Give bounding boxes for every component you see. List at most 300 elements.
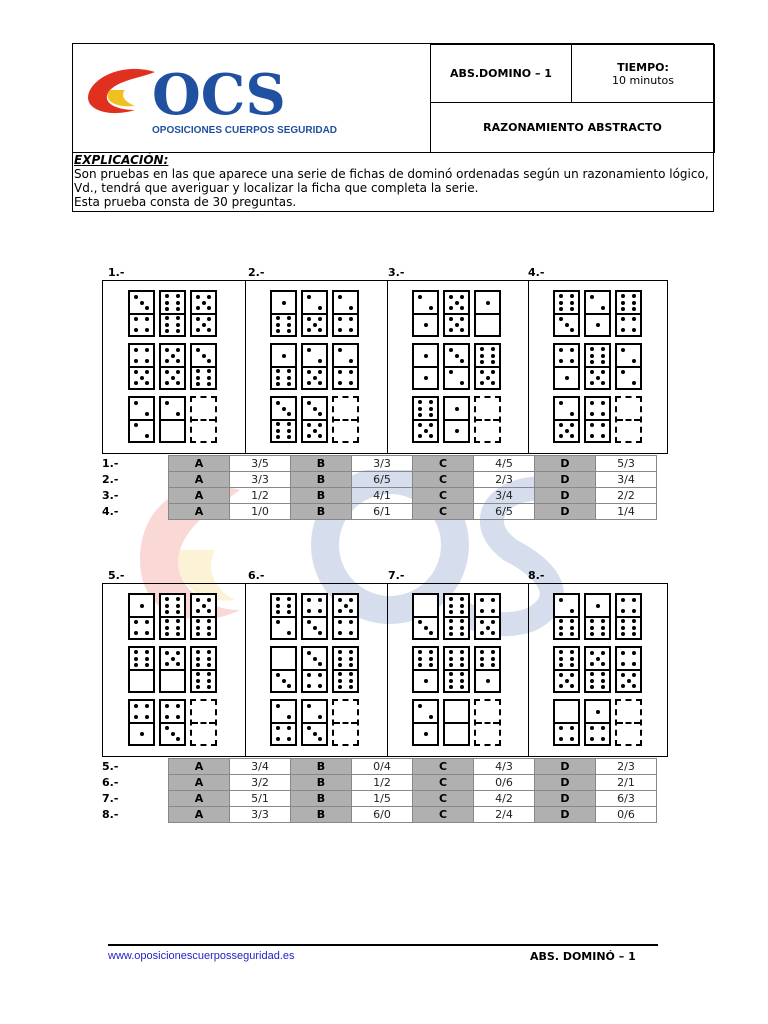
pip	[176, 329, 180, 333]
pip	[601, 347, 605, 351]
answer-question-label: 8.-	[102, 808, 119, 821]
answer-row	[102, 456, 657, 472]
domino-bottom-half	[445, 314, 468, 335]
missing-domino-answer-slot[interactable]	[190, 396, 217, 443]
pip	[134, 328, 138, 332]
pip	[601, 619, 605, 623]
pip	[318, 434, 322, 438]
pip	[632, 307, 636, 311]
pip	[632, 626, 636, 630]
pip	[207, 328, 211, 332]
domino-bottom-half	[445, 367, 468, 388]
option-value-c[interactable]: 0/6	[474, 775, 535, 791]
option-value-c[interactable]: 4/5	[474, 456, 535, 472]
pip	[196, 348, 200, 352]
pip	[590, 737, 594, 741]
pip	[207, 685, 211, 689]
domino-bottom-half	[272, 670, 295, 691]
domino-top-half	[476, 701, 499, 722]
pip	[134, 620, 138, 624]
pip	[455, 323, 459, 327]
pip	[349, 370, 353, 374]
domino-top-half	[617, 398, 640, 419]
pip	[429, 423, 433, 427]
domino-tile	[270, 290, 297, 337]
pip	[491, 657, 495, 661]
pip	[134, 663, 138, 667]
domino-top-half	[414, 595, 437, 616]
pip	[145, 650, 149, 654]
option-value-d[interactable]: 2/2	[596, 488, 657, 504]
pip	[424, 323, 428, 327]
pip	[318, 631, 322, 635]
option-value-a[interactable]: 3/3	[230, 472, 291, 488]
pip	[307, 295, 311, 299]
domino-top-half	[445, 292, 468, 313]
pip	[455, 354, 459, 358]
pip	[134, 295, 138, 299]
pip	[134, 359, 138, 363]
pip	[349, 317, 353, 321]
option-value-b[interactable]: 6/5	[352, 472, 413, 488]
pip	[601, 423, 605, 427]
domino-top-half	[272, 595, 295, 616]
missing-domino-answer-slot[interactable]	[332, 699, 359, 746]
domino-top-half	[445, 701, 468, 722]
pip	[590, 626, 594, 630]
pip	[559, 434, 563, 438]
footer-url-link[interactable]: www.oposicionescuerposseguridad.es	[108, 950, 295, 962]
pip	[176, 412, 180, 416]
pip	[596, 323, 600, 327]
domino-bottom-half	[334, 367, 357, 388]
pip	[349, 679, 353, 683]
pip	[276, 604, 280, 608]
pip	[318, 317, 322, 321]
pip	[145, 620, 149, 624]
pip	[424, 679, 428, 683]
pip	[207, 609, 211, 613]
pip	[449, 306, 453, 310]
pip	[276, 422, 280, 426]
missing-domino-answer-slot[interactable]	[615, 396, 642, 443]
pip	[307, 423, 311, 427]
pip	[165, 619, 169, 623]
option-letter-d: D	[535, 504, 596, 520]
pip	[480, 650, 484, 654]
pip	[307, 434, 311, 438]
pip	[282, 301, 286, 305]
option-letter-b: B	[291, 791, 352, 807]
pip	[449, 685, 453, 689]
pip	[134, 423, 138, 427]
answer-row	[102, 472, 657, 488]
pip	[176, 737, 180, 741]
pip	[559, 301, 563, 305]
pip	[590, 370, 594, 374]
domino-bottom-half	[161, 367, 184, 388]
pip	[449, 604, 453, 608]
domino-top-half	[303, 292, 326, 313]
explanation-line: Vd., tendrá que averiguar y localizar la ficha que completa la serie.	[74, 181, 479, 195]
time-box	[571, 44, 715, 103]
pip	[338, 295, 342, 299]
pip	[621, 662, 625, 666]
domino-top-half	[476, 292, 499, 313]
pip	[165, 597, 169, 601]
domino-bottom-half	[303, 617, 326, 638]
pip	[338, 650, 342, 654]
pip	[307, 348, 311, 352]
pip	[196, 619, 200, 623]
pip	[570, 328, 574, 332]
option-letter-d: D	[535, 807, 596, 823]
domino-top-half	[161, 292, 184, 313]
pip	[559, 632, 563, 636]
domino-bottom-half	[130, 314, 153, 335]
option-value-a[interactable]: 5/1	[230, 791, 291, 807]
domino-tile	[128, 343, 155, 390]
pip	[449, 619, 453, 623]
domino-top-half	[303, 398, 326, 419]
answer-question-label: 3.-	[102, 489, 119, 502]
pip	[570, 684, 574, 688]
domino-top-half	[555, 595, 578, 616]
footer-code: ABS. DOMINÓ – 1	[530, 950, 636, 963]
option-letter-c: C	[413, 791, 474, 807]
pip	[176, 704, 180, 708]
pip	[338, 679, 342, 683]
domino-bottom-half	[445, 723, 468, 744]
pip	[480, 381, 484, 385]
domino-top-half	[334, 345, 357, 366]
option-letter-a: A	[169, 791, 230, 807]
domino-tile	[270, 699, 297, 746]
pip	[590, 354, 594, 358]
option-value-d[interactable]: 2/1	[596, 775, 657, 791]
option-value-d[interactable]: 2/3	[596, 759, 657, 775]
answer-row	[102, 504, 657, 520]
pip	[632, 598, 636, 602]
domino-bottom-half	[586, 314, 609, 335]
pip	[621, 651, 625, 655]
pip	[491, 598, 495, 602]
option-value-a[interactable]: 3/4	[230, 759, 291, 775]
pip	[287, 323, 291, 327]
option-letter-a: A	[169, 775, 230, 791]
pip	[196, 685, 200, 689]
pip	[171, 376, 175, 380]
pip	[287, 412, 291, 416]
pip	[165, 651, 169, 655]
pip	[565, 429, 569, 433]
pip	[424, 626, 428, 630]
domino-bottom-half	[161, 670, 184, 691]
option-value-a[interactable]: 3/5	[230, 456, 291, 472]
pip	[480, 354, 484, 358]
option-value-b[interactable]: 1/2	[352, 775, 413, 791]
pip	[429, 434, 433, 438]
domino-tile	[553, 343, 580, 390]
pip	[349, 306, 353, 310]
pip	[134, 401, 138, 405]
pip	[176, 316, 180, 320]
option-value-a[interactable]: 3/2	[230, 775, 291, 791]
domino-tile	[474, 646, 501, 693]
domino-bottom-half	[617, 617, 640, 638]
pip	[165, 370, 169, 374]
pip	[449, 317, 453, 321]
domino-tile	[128, 699, 155, 746]
pip	[486, 626, 490, 630]
domino-bottom-half	[476, 670, 499, 691]
domino-top-half	[617, 292, 640, 313]
pip	[570, 726, 574, 730]
domino-top-half	[192, 701, 215, 722]
pip	[287, 715, 291, 719]
pip	[460, 672, 464, 676]
pip	[601, 412, 605, 416]
pip	[418, 663, 422, 667]
missing-domino-answer-slot[interactable]	[190, 699, 217, 746]
option-value-d[interactable]: 3/4	[596, 472, 657, 488]
question-number-label: 4.-	[528, 266, 545, 279]
pip	[318, 328, 322, 332]
domino-top-half	[130, 701, 153, 722]
pip	[621, 619, 625, 623]
pip	[449, 370, 453, 374]
pip	[596, 376, 600, 380]
pip	[424, 429, 428, 433]
domino-tile	[412, 396, 439, 443]
pip	[429, 663, 433, 667]
domino-tile	[332, 646, 359, 693]
pip	[559, 359, 563, 363]
option-value-b[interactable]: 3/3	[352, 456, 413, 472]
pip	[207, 376, 211, 380]
domino-bottom-half	[617, 670, 640, 691]
domino-top-half	[586, 292, 609, 313]
pip	[196, 626, 200, 630]
domino-top-half	[161, 398, 184, 419]
domino-top-half	[192, 595, 215, 616]
option-value-a[interactable]: 1/2	[230, 488, 291, 504]
option-letter-d: D	[535, 775, 596, 791]
domino-bottom-half	[130, 367, 153, 388]
option-letter-c: C	[413, 759, 474, 775]
pip	[287, 604, 291, 608]
domino-tile	[128, 396, 155, 443]
pip	[565, 679, 569, 683]
domino-bottom-half	[334, 420, 357, 441]
option-letter-d: D	[535, 791, 596, 807]
domino-top-half	[617, 595, 640, 616]
missing-domino-answer-slot[interactable]	[332, 396, 359, 443]
pip	[318, 662, 322, 666]
option-value-a[interactable]: 1/0	[230, 504, 291, 520]
domino-top-half	[586, 595, 609, 616]
domino-tile	[128, 593, 155, 640]
grid-separator	[245, 281, 246, 453]
pip	[176, 597, 180, 601]
pip	[601, 726, 605, 730]
explanation-line: Son pruebas en las que aparece una serie de fichas de dominó ordenadas según un razonamiento lógico,	[74, 167, 709, 181]
pip	[165, 359, 169, 363]
missing-domino-answer-slot[interactable]	[615, 699, 642, 746]
option-value-d[interactable]: 6/3	[596, 791, 657, 807]
pip	[196, 598, 200, 602]
option-letter-b: B	[291, 456, 352, 472]
domino-top-half	[414, 648, 437, 669]
option-value-c[interactable]: 4/3	[474, 759, 535, 775]
domino-tile	[412, 593, 439, 640]
pip	[207, 672, 211, 676]
pip	[570, 657, 574, 661]
pip	[559, 307, 563, 311]
domino-bottom-half	[555, 314, 578, 335]
option-value-b[interactable]: 4/1	[352, 488, 413, 504]
pip	[196, 317, 200, 321]
pip	[632, 294, 636, 298]
domino-top-half	[130, 648, 153, 669]
domino-bottom-half	[303, 367, 326, 388]
pip	[307, 328, 311, 332]
pip	[491, 620, 495, 624]
pip	[480, 663, 484, 667]
pip	[313, 732, 317, 736]
option-value-c[interactable]: 2/3	[474, 472, 535, 488]
pip	[176, 370, 180, 374]
domino-top-half	[617, 648, 640, 669]
domino-top-half	[130, 398, 153, 419]
option-value-d[interactable]: 0/6	[596, 807, 657, 823]
pip	[480, 620, 484, 624]
domino-bottom-half	[130, 670, 153, 691]
pip	[276, 329, 280, 333]
pip	[596, 657, 600, 661]
pip	[145, 328, 149, 332]
option-value-a[interactable]: 3/3	[230, 807, 291, 823]
option-value-b[interactable]: 6/1	[352, 504, 413, 520]
domino-tile	[584, 290, 611, 337]
pip	[313, 626, 317, 630]
grid-separator	[528, 281, 529, 453]
pip	[307, 317, 311, 321]
domino-top-half	[476, 648, 499, 669]
pip	[590, 401, 594, 405]
answer-question-label: 5.-	[102, 760, 119, 773]
pip	[276, 323, 280, 327]
pip	[590, 685, 594, 689]
option-value-c[interactable]: 3/4	[474, 488, 535, 504]
missing-domino-answer-slot[interactable]	[474, 396, 501, 443]
option-value-d[interactable]: 1/4	[596, 504, 657, 520]
domino-tile	[474, 290, 501, 337]
domino-bottom-half	[617, 314, 640, 335]
domino-tile	[301, 290, 328, 337]
pip	[307, 401, 311, 405]
domino-tile	[190, 646, 217, 693]
pip	[429, 413, 433, 417]
domino-tile	[412, 699, 439, 746]
pip	[570, 412, 574, 416]
domino-bottom-half	[192, 314, 215, 335]
pip	[480, 657, 484, 661]
pip	[460, 610, 464, 614]
pip	[460, 604, 464, 608]
pip	[165, 726, 169, 730]
domino-tile	[270, 646, 297, 693]
pip	[338, 663, 342, 667]
domino-bottom-half	[414, 723, 437, 744]
option-value-b[interactable]: 1/5	[352, 791, 413, 807]
pip	[491, 354, 495, 358]
pip	[276, 429, 280, 433]
pip	[632, 684, 636, 688]
domino-tile	[159, 396, 186, 443]
pip	[165, 348, 169, 352]
option-letter-c: C	[413, 504, 474, 520]
pip	[165, 307, 169, 311]
pip	[601, 354, 605, 358]
pip	[207, 650, 211, 654]
domino-top-half	[334, 595, 357, 616]
pip	[145, 715, 149, 719]
pip	[460, 632, 464, 636]
pip	[338, 631, 342, 635]
pip	[590, 632, 594, 636]
domino-bottom-half	[272, 314, 295, 335]
option-letter-c: C	[413, 775, 474, 791]
pip	[590, 619, 594, 623]
pip	[429, 657, 433, 661]
domino-top-half	[617, 345, 640, 366]
pip	[140, 376, 144, 380]
pip	[449, 650, 453, 654]
pip	[165, 401, 169, 405]
pip	[287, 376, 291, 380]
pip	[318, 715, 322, 719]
pip	[276, 435, 280, 439]
domino-tile	[270, 343, 297, 390]
option-value-c[interactable]: 4/2	[474, 791, 535, 807]
domino-top-half	[130, 345, 153, 366]
domino-top-half	[192, 398, 215, 419]
option-value-c[interactable]: 2/4	[474, 807, 535, 823]
pip	[207, 295, 211, 299]
pip	[460, 306, 464, 310]
domino-tile	[332, 290, 359, 337]
answer-question-label: 6.-	[102, 776, 119, 789]
option-value-c[interactable]: 6/5	[474, 504, 535, 520]
option-value-b[interactable]: 0/4	[352, 759, 413, 775]
domino-top-half	[334, 292, 357, 313]
question-number-label: 5.-	[108, 569, 125, 582]
answer-options-table	[102, 758, 657, 823]
pip	[165, 381, 169, 385]
pip	[559, 737, 563, 741]
pip	[460, 381, 464, 385]
domino-bottom-half	[272, 367, 295, 388]
option-value-b[interactable]: 6/0	[352, 807, 413, 823]
domino-top-half	[272, 701, 295, 722]
domino-top-half	[555, 345, 578, 366]
missing-domino-answer-slot[interactable]	[474, 699, 501, 746]
option-value-d[interactable]: 5/3	[596, 456, 657, 472]
option-letter-a: A	[169, 759, 230, 775]
pip	[318, 370, 322, 374]
option-letter-c: C	[413, 488, 474, 504]
